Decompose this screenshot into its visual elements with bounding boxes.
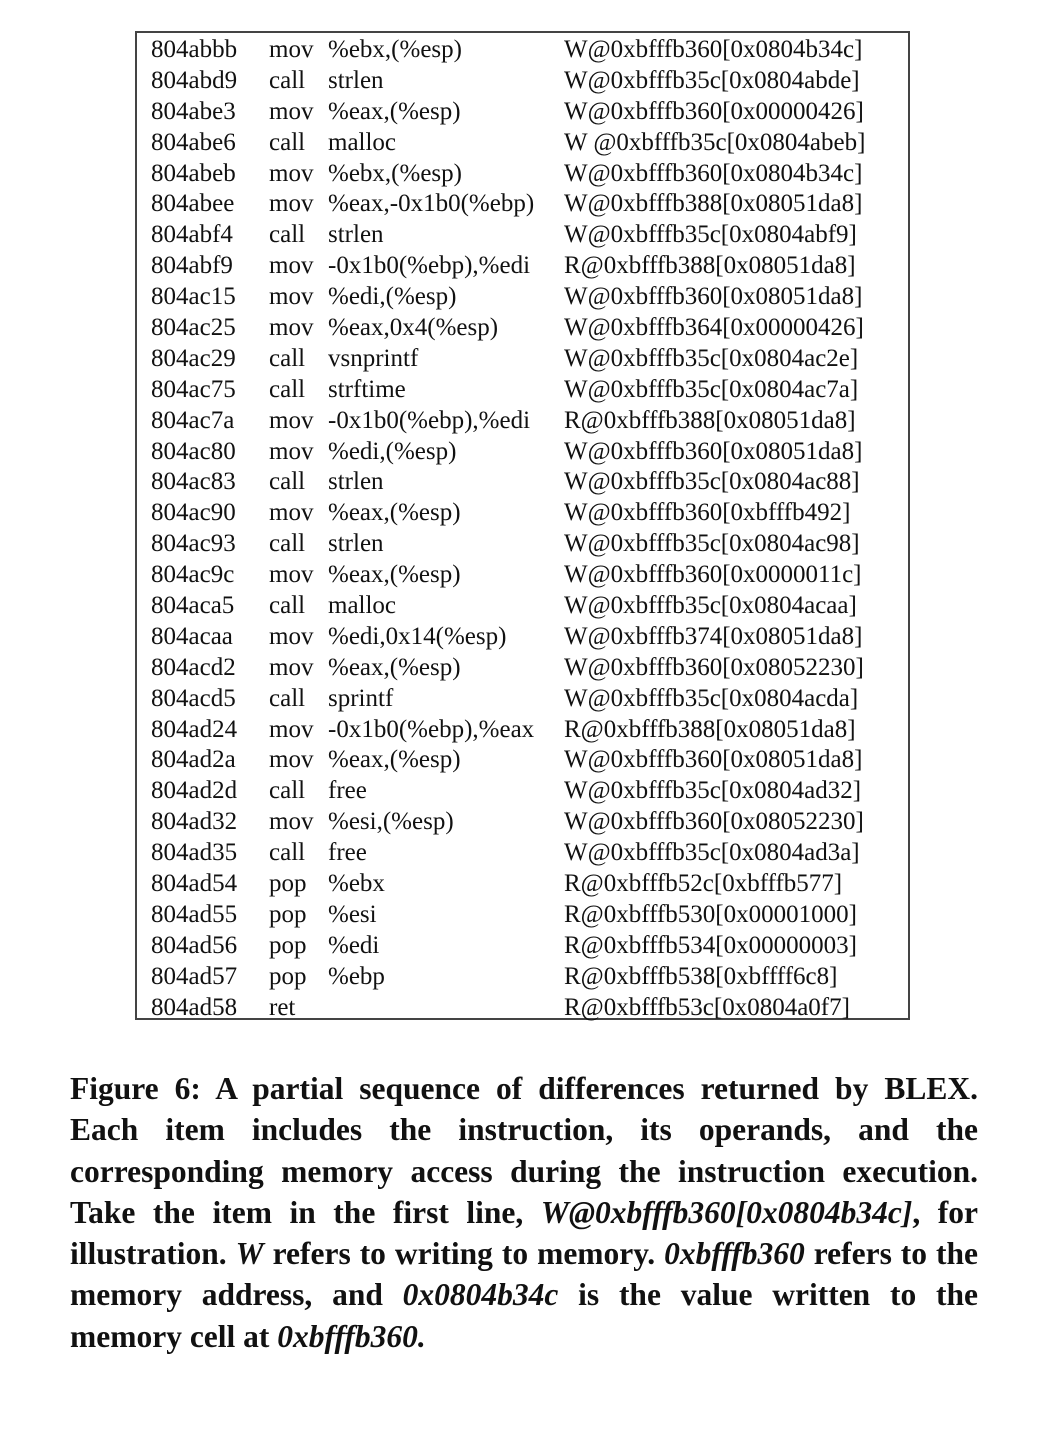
memory-access: W@0xbfffb374[0x08051da8] <box>564 622 863 650</box>
trace-row <box>137 993 908 1024</box>
instruction-opcode: mov <box>269 190 314 218</box>
instruction-operands: %ebp <box>328 962 385 990</box>
instruction-address: 804acd5 <box>151 684 236 712</box>
memory-access: W@0xbfffb360[0x08052230] <box>564 808 864 836</box>
instruction-address: 804ac93 <box>151 530 236 558</box>
instruction-operands: %ebx <box>328 870 385 898</box>
trace-row <box>137 437 908 468</box>
trace-row <box>137 406 908 437</box>
instruction-operands: strlen <box>328 66 384 94</box>
memory-access: R@0xbfffb538[0xbffff6c8] <box>564 962 838 990</box>
instruction-operands: %esi <box>328 900 377 928</box>
instruction-operands: free <box>328 777 367 805</box>
trace-row <box>137 715 908 746</box>
instruction-opcode: call <box>269 221 306 249</box>
instruction-opcode: pop <box>269 900 307 928</box>
instruction-address: 804abf4 <box>151 221 233 249</box>
caption-text: refers to the memory address, and <box>70 1236 979 1313</box>
instruction-operands: %eax,(%esp) <box>328 653 461 681</box>
memory-access: R@0xbfffb534[0x00000003] <box>564 931 857 959</box>
instruction-operands: %ebx,(%esp) <box>328 36 462 63</box>
instruction-opcode: call <box>269 128 306 156</box>
instruction-opcode: ret <box>269 993 296 1021</box>
trace-row <box>137 653 908 684</box>
trace-row <box>137 467 908 498</box>
instruction-operands: vsnprintf <box>328 344 419 372</box>
instruction-opcode: mov <box>269 746 314 774</box>
memory-access: R@0xbfffb388[0x08051da8] <box>564 252 856 280</box>
instruction-opcode: mov <box>269 437 314 465</box>
trace-row <box>137 66 908 97</box>
instruction-address: 804ac83 <box>151 468 236 496</box>
memory-access: R@0xbfffb52c[0xbfffb577] <box>564 870 843 898</box>
instruction-operands: %eax,(%esp) <box>328 97 461 125</box>
instruction-address: 804ad2a <box>151 746 236 774</box>
instruction-operands: -0x1b0(%ebp),%eax <box>328 715 535 743</box>
trace-row <box>137 807 908 838</box>
trace-row <box>137 282 908 313</box>
instruction-operands: strlen <box>328 468 384 496</box>
instruction-opcode: call <box>269 66 306 94</box>
instruction-address: 804ac75 <box>151 375 236 403</box>
memory-access: R@0xbfffb388[0x08051da8] <box>564 406 856 434</box>
trace-row <box>137 251 908 282</box>
instruction-operands: %eax,(%esp) <box>328 746 461 774</box>
instruction-operands: %esi,(%esp) <box>328 808 454 836</box>
memory-access: W@0xbfffb35c[0x0804ac88] <box>564 468 860 496</box>
trace-row <box>137 498 908 529</box>
instruction-address: 804ac9c <box>151 561 235 589</box>
instruction-address: 804abe3 <box>151 97 236 125</box>
memory-access: W@0xbfffb360[0xbfffb492] <box>564 499 851 527</box>
instruction-address: 804ac80 <box>151 437 236 465</box>
instruction-address: 804abee <box>151 190 235 218</box>
instruction-opcode: pop <box>269 870 307 898</box>
instruction-opcode: mov <box>269 97 314 125</box>
instruction-opcode: mov <box>269 406 314 434</box>
memory-access: W@0xbfffb360[0x08051da8] <box>564 283 863 311</box>
instruction-operands: %ebx,(%esp) <box>328 159 462 187</box>
instruction-address: 804ad54 <box>151 870 238 898</box>
instruction-operands: %eax,0x4(%esp) <box>328 314 499 342</box>
trace-row <box>137 529 908 560</box>
instruction-operands: malloc <box>328 128 397 156</box>
instruction-address: 804ac7a <box>151 406 235 434</box>
memory-access: W@0xbfffb360[0x0804b34c] <box>564 36 863 63</box>
memory-access: W@0xbfffb360[0x0000011c] <box>564 561 862 589</box>
instruction-opcode: mov <box>269 283 314 311</box>
caption-write-flag: W <box>235 1236 264 1272</box>
memory-access: W@0xbfffb35c[0x0804ac7a] <box>564 375 859 403</box>
instruction-operands: %edi,0x14(%esp) <box>328 622 507 650</box>
instruction-opcode: call <box>269 684 306 712</box>
instruction-opcode: mov <box>269 252 314 280</box>
trace-row <box>137 869 908 900</box>
instruction-address: 804abbb <box>151 36 238 63</box>
memory-access: W@0xbfffb360[0x08052230] <box>564 653 864 681</box>
instruction-operands: sprintf <box>328 684 394 712</box>
trace-row <box>137 189 908 220</box>
instruction-address: 804ad55 <box>151 900 238 928</box>
memory-access: W@0xbfffb35c[0x0804abf9] <box>564 221 857 249</box>
instruction-address: 804ac25 <box>151 314 236 342</box>
instruction-opcode: mov <box>269 715 314 743</box>
memory-access: W@0xbfffb35c[0x0804acda] <box>564 684 859 712</box>
memory-access: W@0xbfffb360[0x08051da8] <box>564 746 863 774</box>
trace-row <box>137 591 908 622</box>
instruction-opcode: call <box>269 530 306 558</box>
instruction-opcode: call <box>269 375 306 403</box>
memory-access: R@0xbfffb388[0x08051da8] <box>564 715 856 743</box>
instruction-address: 804abf9 <box>151 252 233 280</box>
instruction-opcode: call <box>269 777 306 805</box>
instruction-operands: -0x1b0(%ebp),%edi <box>328 252 531 280</box>
instruction-operands: %edi,(%esp) <box>328 283 457 311</box>
trace-row <box>137 220 908 251</box>
instruction-address: 804abeb <box>151 159 236 187</box>
instruction-operands: strlen <box>328 221 384 249</box>
instruction-opcode: mov <box>269 653 314 681</box>
trace-row <box>137 313 908 344</box>
memory-access: R@0xbfffb53c[0x0804a0f7] <box>564 993 850 1021</box>
trace-row <box>137 838 908 869</box>
instruction-opcode: call <box>269 468 306 496</box>
instruction-address: 804ad56 <box>151 931 238 959</box>
instruction-address: 804ad35 <box>151 839 238 867</box>
memory-access: W@0xbfffb35c[0x0804ad32] <box>564 777 862 805</box>
instruction-opcode: mov <box>269 561 314 589</box>
trace-row <box>137 900 908 931</box>
instruction-operands: %edi <box>328 931 380 959</box>
trace-row <box>137 776 908 807</box>
memory-access: W@0xbfffb35c[0x0804ac98] <box>564 530 860 558</box>
instruction-operands: %eax,-0x1b0(%ebp) <box>328 190 535 218</box>
instruction-opcode: pop <box>269 931 307 959</box>
memory-access: W@0xbfffb35c[0x0804ac2e] <box>564 344 859 372</box>
instruction-operands: %edi,(%esp) <box>328 437 457 465</box>
instruction-opcode: mov <box>269 314 314 342</box>
memory-access: W@0xbfffb360[0x00000426] <box>564 97 864 125</box>
memory-access: W@0xbfffb35c[0x0804abde] <box>564 66 860 94</box>
instruction-opcode: call <box>269 592 306 620</box>
instruction-address: 804ac29 <box>151 344 236 372</box>
instruction-opcode: mov <box>269 622 314 650</box>
trace-row <box>137 375 908 406</box>
trace-row <box>137 344 908 375</box>
instruction-operands: %eax,(%esp) <box>328 499 461 527</box>
trace-row <box>137 684 908 715</box>
caption-example-item: W@0xbfffb360[0x0804b34c] <box>540 1194 913 1230</box>
trace-row <box>137 128 908 159</box>
instruction-opcode: call <box>269 839 306 867</box>
caption-address: 0xbfffb360 <box>664 1236 805 1272</box>
caption-text: , for illustration. <box>70 1194 978 1272</box>
trace-row <box>137 962 908 993</box>
figure-caption <box>70 1068 978 1357</box>
instruction-operands: %eax,(%esp) <box>328 561 461 589</box>
trace-row <box>137 622 908 653</box>
instruction-operands: strlen <box>328 530 384 558</box>
instruction-address: 804acaa <box>151 622 233 650</box>
instruction-address: 804ad58 <box>151 993 238 1021</box>
instruction-operands: strftime <box>328 375 406 403</box>
caption-address-end: 0xbfffb360. <box>277 1318 426 1354</box>
caption-value: 0x0804b34c <box>402 1277 559 1313</box>
caption-text: Figure 6: A partial sequence of differences returned by BLEX. Each item includes the instruction, its operands, and the corresponding memory access during the instruction execution. Take the item in the first line, <box>70 1071 978 1230</box>
memory-access: W@0xbfffb360[0x0804b34c] <box>564 159 863 187</box>
trace-row <box>137 159 908 190</box>
instruction-address: 804ad2d <box>151 777 238 805</box>
instruction-address: 804ad57 <box>151 962 238 990</box>
instruction-address: 804ad24 <box>151 715 238 743</box>
memory-access: W@0xbfffb35c[0x0804ad3a] <box>564 839 860 867</box>
instruction-operands: free <box>328 839 367 867</box>
instruction-opcode: mov <box>269 36 314 63</box>
trace-row <box>137 745 908 776</box>
instruction-opcode: mov <box>269 499 314 527</box>
memory-access: W@0xbfffb35c[0x0804acaa] <box>564 592 857 620</box>
trace-row <box>137 931 908 962</box>
instruction-address: 804abd9 <box>151 66 238 94</box>
instruction-opcode: call <box>269 344 306 372</box>
memory-trace-table <box>135 31 910 1020</box>
memory-access: W@0xbfffb360[0x08051da8] <box>564 437 863 465</box>
instruction-address: 804ac15 <box>151 283 236 311</box>
instruction-opcode: pop <box>269 962 307 990</box>
memory-access: W @0xbfffb35c[0x0804abeb] <box>564 128 866 156</box>
instruction-operands: malloc <box>328 592 397 620</box>
instruction-opcode: mov <box>269 808 314 836</box>
instruction-address: 804ad32 <box>151 808 238 836</box>
caption-text: refers to writing to memory. <box>263 1236 665 1272</box>
instruction-address: 804ac90 <box>151 499 236 527</box>
instruction-address: 804abe6 <box>151 128 236 156</box>
caption-text: is the value written to the memory cell at <box>70 1277 978 1354</box>
instruction-address: 804acd2 <box>151 653 236 681</box>
trace-row <box>137 97 908 128</box>
memory-access: R@0xbfffb530[0x00001000] <box>564 900 857 928</box>
trace-row <box>137 35 908 66</box>
memory-access: W@0xbfffb364[0x00000426] <box>564 314 864 342</box>
trace-row <box>137 560 908 591</box>
instruction-operands: -0x1b0(%ebp),%edi <box>328 406 531 434</box>
instruction-address: 804aca5 <box>151 592 235 620</box>
instruction-opcode: mov <box>269 159 314 187</box>
memory-access: W@0xbfffb388[0x08051da8] <box>564 190 863 218</box>
